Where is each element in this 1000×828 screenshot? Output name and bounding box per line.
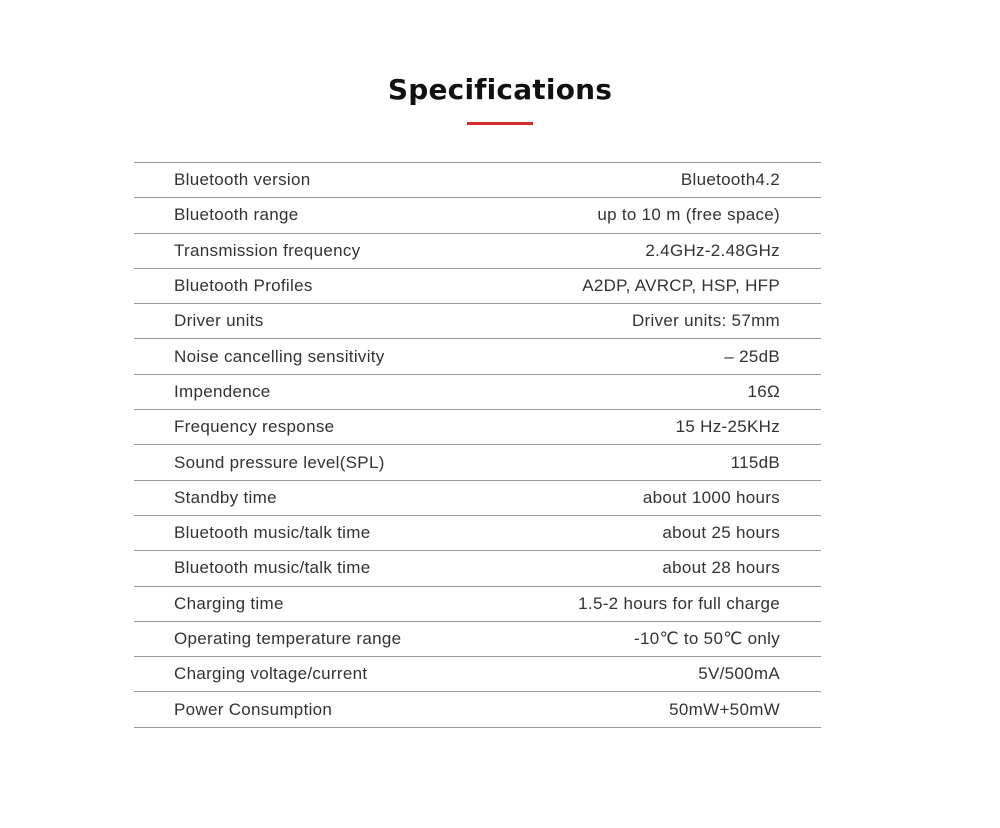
spec-table: [134, 162, 821, 728]
spec-value: about 25 hours: [662, 523, 780, 543]
spec-label: Standby time: [174, 487, 277, 507]
spec-value: Bluetooth4.2: [680, 170, 780, 190]
spec-row-bluetooth-version: [134, 163, 821, 198]
spec-value: 2.4GHz-2.48GHz: [645, 240, 780, 260]
spec-value: A2DP, AVRCP, HSP, HFP: [582, 276, 780, 296]
spec-row-music-talk-time-2: [134, 551, 821, 586]
spec-label: Operating temperature range: [174, 629, 402, 648]
spec-label: Power Consumption: [174, 699, 333, 719]
spec-row-power-consumption: [134, 692, 821, 727]
spec-value: 5V/500mA: [698, 664, 780, 684]
spec-value: up to 10 m (free space): [597, 205, 780, 225]
page-title: Specifications: [387, 73, 613, 106]
spec-row-music-talk-time-1: [134, 516, 821, 551]
spec-label: Bluetooth range: [174, 205, 299, 225]
spec-row-noise-cancelling: [134, 339, 821, 374]
spec-label: Bluetooth music/talk time: [174, 558, 371, 578]
spec-row-bluetooth-range: [134, 198, 821, 233]
spec-value: 1.5-2 hours for full charge: [578, 593, 780, 613]
spec-label: Frequency response: [174, 417, 335, 437]
spec-row-bluetooth-profiles: [134, 269, 821, 304]
spec-label: Noise cancelling sensitivity: [174, 346, 385, 366]
spec-label: Bluetooth music/talk time: [174, 523, 371, 543]
spec-value: 115dB: [730, 452, 780, 472]
spec-label: Bluetooth Profiles: [174, 276, 313, 296]
spec-label: Transmission frequency: [174, 240, 361, 260]
spec-row-operating-temperature: [134, 622, 821, 657]
spec-label: Charging voltage/current: [174, 664, 368, 684]
spec-label: Charging time: [174, 593, 284, 613]
spec-row-spl: [134, 445, 821, 480]
title-accent-line: [467, 122, 533, 125]
spec-row-impendence: [134, 375, 821, 410]
spec-value: -10℃ to 50℃ only: [634, 629, 780, 648]
spec-label: Bluetooth version: [174, 170, 311, 190]
spec-label: Impendence: [174, 381, 271, 401]
spec-row-charging-voltage: [134, 657, 821, 692]
spec-row-charging-time: [134, 587, 821, 622]
spec-row-transmission-frequency: [134, 234, 821, 269]
spec-value: Driver units: 57mm: [631, 311, 780, 331]
spec-value: – 25dB: [724, 346, 780, 366]
spec-row-frequency-response: [134, 410, 821, 445]
spec-row-standby-time: [134, 481, 821, 516]
spec-value: 50mW+50mW: [669, 699, 780, 719]
spec-value: 16Ω: [747, 381, 780, 401]
spec-row-driver-units: [134, 304, 821, 339]
spec-label: Sound pressure level(SPL): [174, 452, 385, 472]
spec-value: 15 Hz-25KHz: [675, 417, 780, 437]
spec-value: about 28 hours: [662, 558, 780, 578]
spec-label: Driver units: [174, 311, 264, 331]
spec-value: about 1000 hours: [642, 487, 780, 507]
